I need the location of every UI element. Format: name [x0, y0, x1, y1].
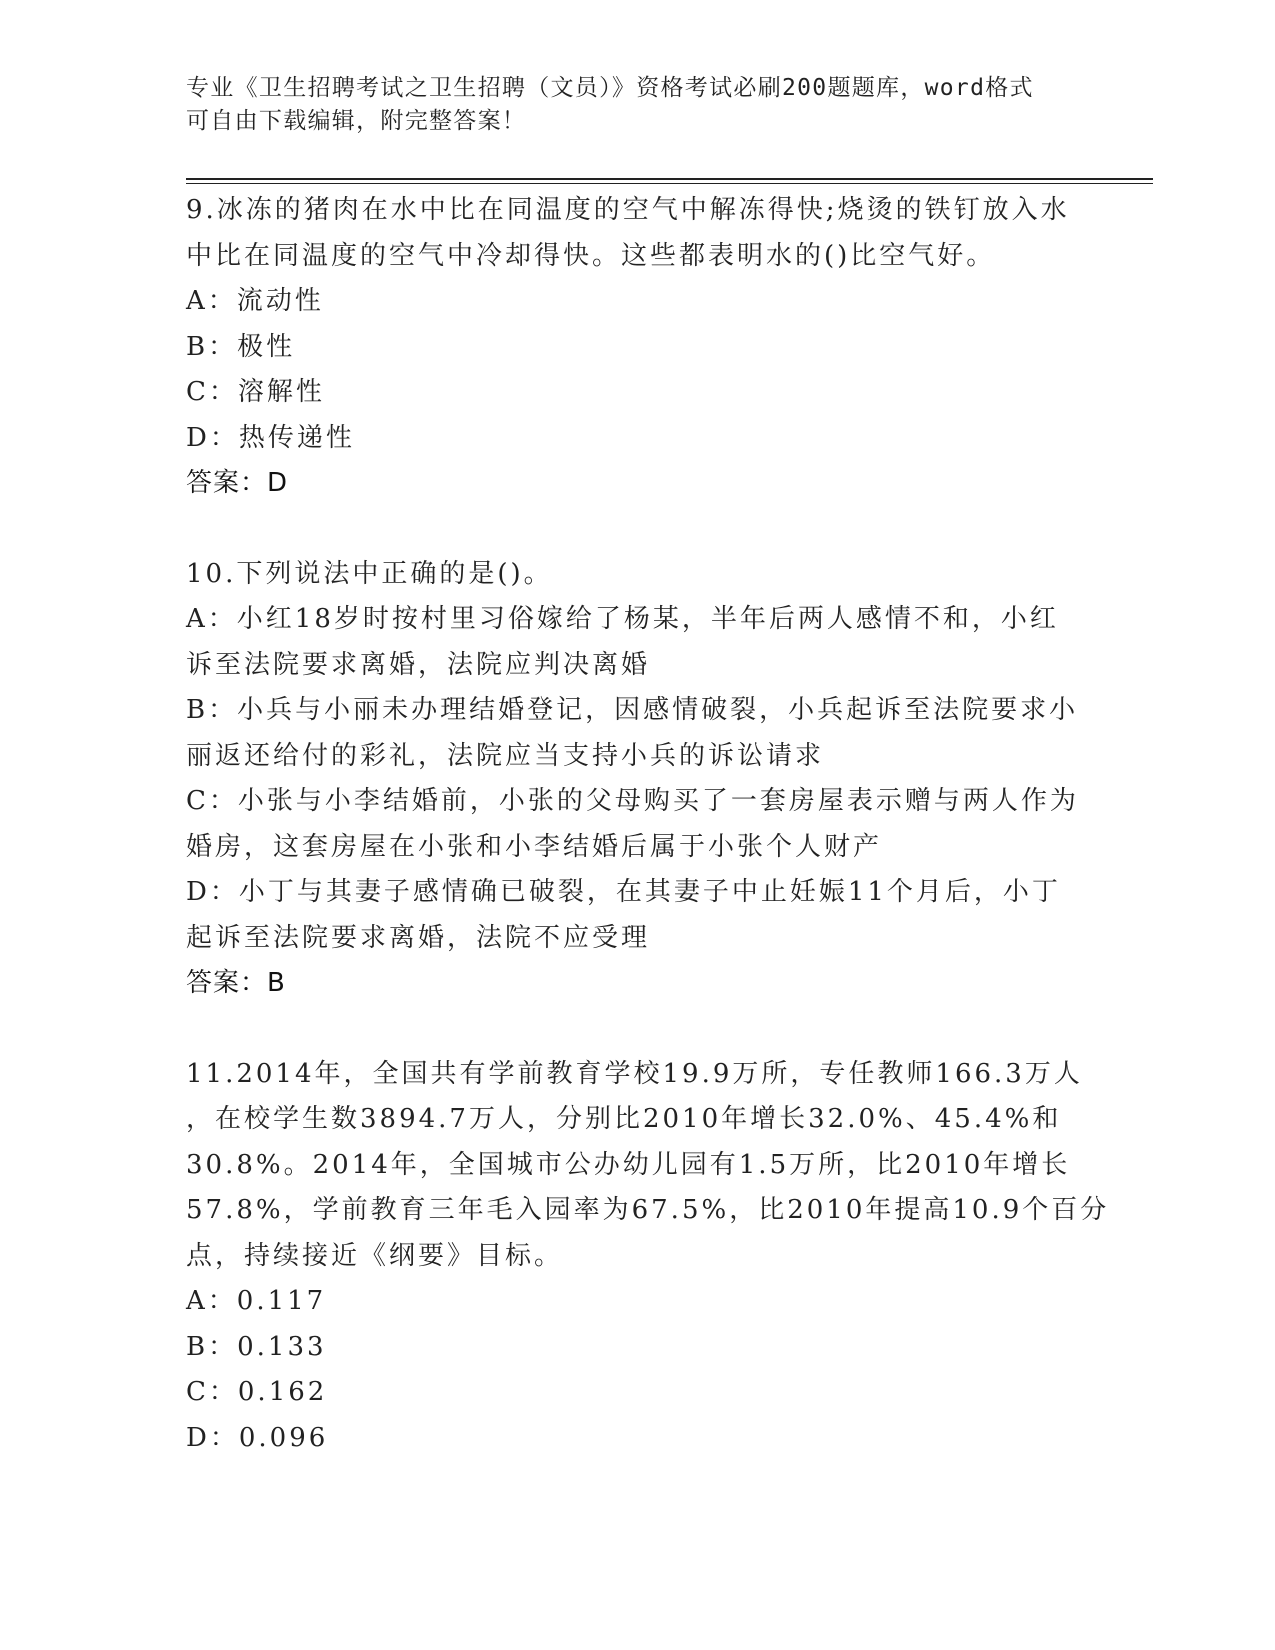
- answer-line: 答案：B: [186, 968, 286, 998]
- question-stem-line: 点，持续接近《纲要》目标。: [186, 1240, 564, 1271]
- header-line: 可自由下载编辑，附完整答案！: [186, 108, 527, 134]
- question-stem-line: 11.2014年，全国共有学前教育学校19.9万所，专任教师166.3万人: [186, 1058, 1083, 1089]
- answer-line: 答案：D: [186, 468, 289, 498]
- option-b: B：小兵与小丽未办理结婚登记，因感情破裂，小兵起诉至法院要求小: [186, 695, 1079, 725]
- option-a: A：小红18岁时按村里习俗嫁给了杨某，半年后两人感情不和，小红: [186, 604, 1059, 634]
- question-11: [186, 1052, 1110, 1462]
- question-stem-line: ，在校学生数3894.7万人，分别比2010年增长32.0%、45.4%和: [186, 1104, 1062, 1134]
- option-d-continuation: 起诉至法院要求离婚，法院不应受理: [186, 922, 651, 953]
- header-divider-thin: [186, 183, 1153, 184]
- option-c: C：小张与小李结婚前，小张的父母购买了一套房屋表示赠与两人作为: [186, 786, 1079, 816]
- question-10: [186, 552, 1086, 1007]
- question-stem-line: 10.下列说法中正确的是()。: [186, 558, 553, 589]
- question-stem-line: 中比在同温度的空气中冷却得快。这些都表明水的()比空气好。: [186, 240, 996, 271]
- option-b: B：极性: [186, 331, 296, 362]
- header-line: 专业《卫生招聘考试之卫生招聘（文员）》资格考试必刷200题题库，word格式: [186, 75, 1034, 101]
- option-c-continuation: 婚房，这套房屋在小张和小李结婚后属于小张个人财产: [186, 831, 883, 862]
- question-stem-line: 30.8%。2014年，全国城市公办幼儿园有1.5万所，比2010年增长: [186, 1149, 1071, 1180]
- document-header: [186, 72, 1066, 138]
- question-list: [186, 188, 1110, 1506]
- option-d: D：0.096: [186, 1422, 329, 1453]
- question-stem-line: 9.冰冻的猪肉在水中比在同温度的空气中解冻得快;烧烫的铁钉放入水: [186, 195, 1070, 225]
- question-9: [186, 188, 1086, 507]
- question-stem-line: 57.8%，学前教育三年毛入园率为67.5%，比2010年提高10.9个百分: [186, 1195, 1110, 1225]
- header-divider-thick: [186, 178, 1153, 180]
- option-c: C：溶解性: [186, 377, 325, 407]
- option-d: D：小丁与其妻子感情确已破裂，在其妻子中止妊娠11个月后，小丁: [186, 877, 1061, 907]
- option-d: D：热传递性: [186, 422, 355, 453]
- option-a: A：0.117: [186, 1286, 327, 1316]
- option-c: C：0.162: [186, 1377, 328, 1407]
- option-b: B：0.133: [186, 1331, 327, 1362]
- option-a: A：流动性: [186, 286, 324, 316]
- option-b-continuation: 丽返还给付的彩礼，法院应当支持小兵的诉讼请求: [186, 740, 825, 771]
- option-a-continuation: 诉至法院要求离婚，法院应判决离婚: [186, 649, 651, 680]
